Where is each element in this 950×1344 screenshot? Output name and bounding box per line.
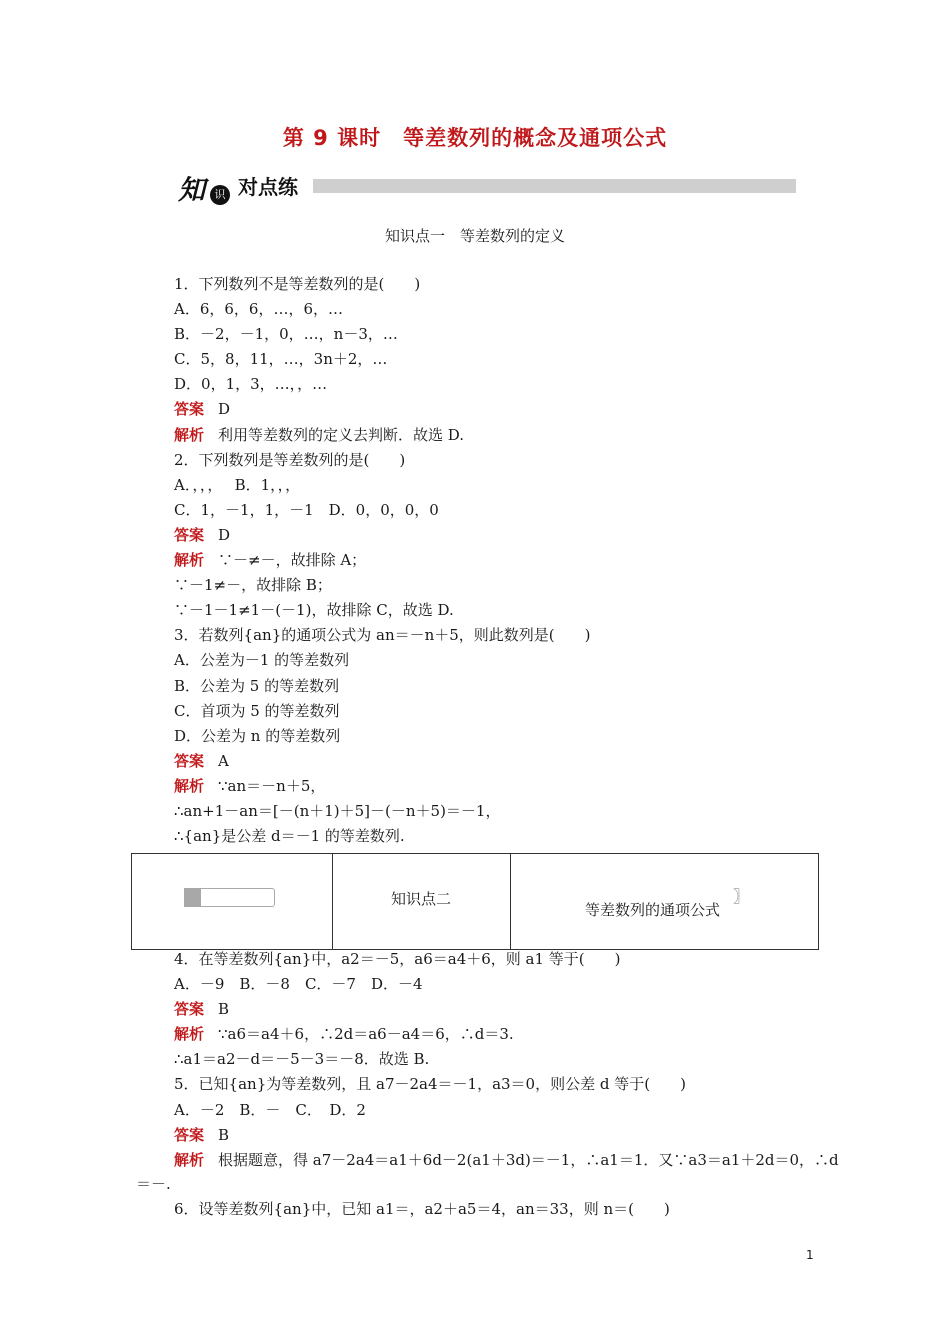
answer-line — [174, 397, 824, 422]
text-line — [174, 947, 824, 972]
text-line — [174, 799, 824, 824]
knowledge-point-label: 知识点二 — [390, 890, 451, 908]
answer-line — [174, 774, 824, 799]
answer-key-label: 解析 — [174, 1150, 205, 1169]
banner-circle-glyph: 识 — [210, 185, 230, 205]
answer-key-label: 解析 — [174, 425, 205, 444]
answer-key-label: 答案 — [174, 751, 205, 770]
line-text: B — [218, 1000, 230, 1019]
line-text: 5．已知{an}为等差数列，且 a7－2a4＝－1，a3＝0，则公差 d 等于( ) — [174, 1075, 686, 1094]
page-number: 1 — [806, 1248, 814, 1262]
text-line — [174, 498, 824, 523]
line-text: ∵an＝－n＋5， — [218, 776, 326, 795]
practice-banner — [176, 168, 796, 206]
line-text: 根据题意，得 a7－2a4＝a1＋6d－2(a1＋3d)＝－1，∴a1＝1．又∵a3＝a1＋2d＝0，∴d — [218, 1150, 839, 1169]
page-title: 第 9 课时 等差数列的概念及通项公式 — [282, 126, 668, 150]
text-line — [174, 1072, 824, 1097]
line-text: D．0，1，3，…，，… — [174, 375, 328, 394]
line-text: A — [218, 751, 229, 770]
table-cell-title — [511, 854, 818, 949]
answer-key-label: 解析 — [174, 551, 205, 570]
wrapped-line: ＝－. — [136, 1175, 171, 1193]
line-text: A．公差为－1 的等差数列 — [174, 651, 350, 670]
exercise-block-3 — [174, 1197, 824, 1222]
text-line — [174, 322, 824, 347]
answer-line — [174, 997, 824, 1022]
answer-line — [174, 749, 824, 774]
bracket-glyph: 〗 — [733, 887, 750, 906]
line-text: A．－2 B．－ C． D．2 — [174, 1100, 366, 1119]
line-text: ∴an+1－an＝[－(n＋1)＋5]－(－n＋5)＝－1， — [174, 801, 501, 820]
answer-key-label: 答案 — [174, 525, 205, 544]
answer-key-label: 解析 — [174, 776, 205, 795]
table-cell-label — [332, 854, 511, 949]
text-line — [174, 297, 824, 322]
line-text: 3．若数列{an}的通项公式为 an＝－n＋5，则此数列是( ) — [174, 626, 591, 645]
answer-line — [174, 1022, 824, 1047]
line-text: A．，，， B．1，，， — [174, 475, 301, 494]
answer-line — [174, 548, 824, 573]
text-line — [174, 347, 824, 372]
text-line — [174, 372, 824, 397]
line-text: 4．在等差数列{an}中，a2＝－5，a6＝a4＋6，则 a1 等于( ) — [174, 950, 621, 968]
line-text: ∴{an}是公差 d＝－1 的等差数列. — [174, 827, 405, 846]
section-heading-1: 知识点一 等差数列的定义 — [384, 227, 565, 245]
banner-script-glyph: 知 — [178, 175, 205, 206]
text-line — [174, 623, 824, 648]
answer-line — [174, 1123, 824, 1148]
answer-key-label: 解析 — [174, 1025, 205, 1044]
text-line — [174, 972, 824, 997]
line-text: D — [218, 400, 231, 419]
answer-line — [174, 423, 824, 448]
line-text: C．首项为 5 的等差数列 — [174, 701, 340, 720]
line-text: ∴a1＝a2－d＝－5－3＝－8．故选 B. — [174, 1050, 430, 1069]
line-text: B．公差为 5 的等差数列 — [174, 676, 340, 695]
line-text: ∵－1≠－，故排除 B； — [174, 576, 332, 595]
text-line — [174, 824, 824, 849]
text-line — [174, 648, 824, 673]
text-line — [174, 674, 824, 699]
text-line — [174, 1047, 824, 1072]
text-line — [174, 473, 824, 498]
text-line: 6．设等差数列{an}中，已知 a1＝，a2＋a5＝4，an＝33，则 n＝( ) — [174, 1200, 670, 1218]
banner-label: 对点练 — [238, 175, 298, 199]
table-cell-graphic — [132, 854, 333, 949]
line-text: ∵－1－1≠1－(－1)，故排除 C，故选 D. — [174, 601, 454, 620]
banner-bar — [313, 179, 796, 193]
line-text: ∵a6＝a4＋6，∴2d＝a6－a4＝6，∴d＝3. — [218, 1025, 514, 1044]
text-line — [174, 272, 824, 297]
answer-key-label: 答案 — [174, 1000, 205, 1019]
line-text: A．－9 B．－8 C．－7 D．－4 — [174, 975, 423, 994]
text-line — [174, 598, 824, 623]
exercise-block-2 — [174, 947, 839, 1173]
line-text: 1．下列数列不是等差数列的是( ) — [174, 275, 421, 293]
answer-line — [174, 1148, 839, 1173]
line-text: 利用等差数列的定义去判断．故选 D. — [218, 425, 465, 444]
line-text: D — [218, 525, 231, 544]
answer-line — [174, 523, 824, 548]
knowledge-point-table — [131, 853, 819, 950]
text-line — [174, 724, 824, 749]
knowledge-point-title: 等差数列的通项公式 — [585, 901, 721, 919]
text-line — [174, 573, 824, 598]
line-text: B — [218, 1125, 230, 1144]
text-line — [174, 1098, 824, 1123]
text-line — [174, 699, 824, 724]
line-text: A．6，6，6，…，6，… — [174, 300, 344, 319]
text-line — [174, 448, 824, 473]
answer-key-label: 答案 — [174, 1125, 205, 1144]
line-text: 2．下列数列是等差数列的是( ) — [174, 450, 406, 469]
line-text: ∵－≠－，故排除 A； — [218, 551, 367, 570]
answer-key-label: 答案 — [174, 400, 205, 419]
line-text: C．1，－1，1，－1 D．0，0，0，0 — [174, 500, 439, 519]
line-text: B．－2，－1，0，…，n－3，… — [174, 325, 398, 344]
line-text: D．公差为 n 的等差数列 — [174, 726, 341, 745]
tab-graphic-icon — [184, 888, 276, 907]
exercise-block-1 — [174, 272, 824, 849]
line-text: C．5，8，11，…，3n＋2，… — [174, 350, 388, 369]
